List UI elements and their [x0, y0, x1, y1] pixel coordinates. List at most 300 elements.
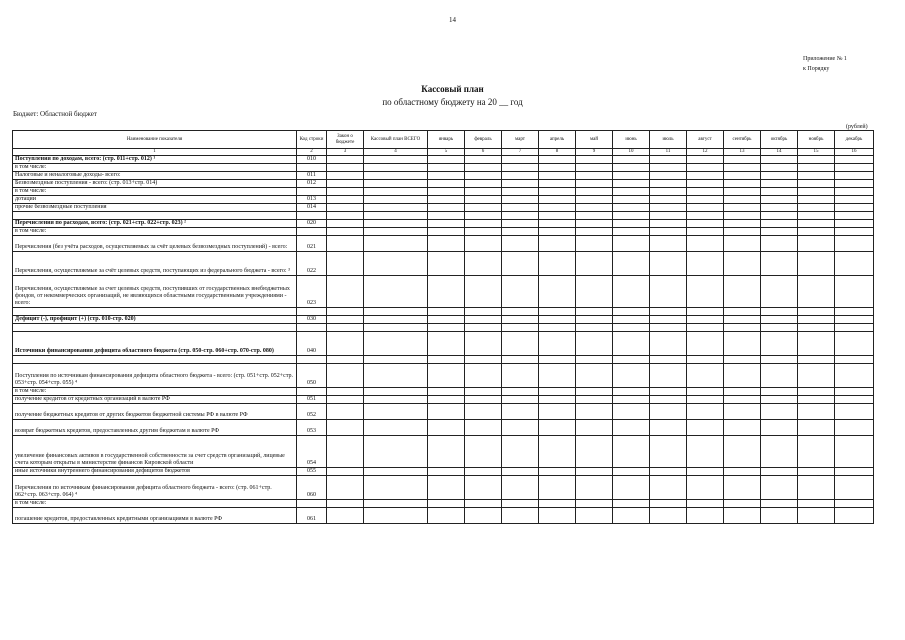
value-cell	[364, 180, 428, 188]
value-cell	[428, 316, 465, 324]
column-header: апрель	[539, 131, 576, 149]
value-cell	[835, 276, 874, 308]
value-cell	[428, 276, 465, 308]
value-cell	[576, 388, 613, 396]
value-cell	[650, 508, 687, 524]
row-code: 021	[297, 236, 327, 252]
units-label: (рублей)	[846, 124, 868, 130]
indicator-name: Налоговые и неналоговые доходы- всего:	[13, 172, 297, 180]
row-code	[297, 164, 327, 172]
value-cell	[761, 220, 798, 228]
column-header: Код строки	[297, 131, 327, 149]
row-code: 052	[297, 404, 327, 420]
column-header: Наименование показателя	[13, 131, 297, 149]
indicator-name	[13, 356, 297, 364]
value-cell	[465, 156, 502, 164]
value-cell	[687, 220, 724, 228]
value-cell	[465, 188, 502, 196]
value-cell	[539, 476, 576, 500]
value-cell	[576, 212, 613, 220]
row-code	[297, 188, 327, 196]
value-cell	[465, 308, 502, 316]
value-cell	[327, 236, 364, 252]
value-cell	[798, 364, 835, 388]
value-cell	[613, 252, 650, 276]
value-cell	[428, 436, 465, 468]
indicator-name: в том числе:	[13, 500, 297, 508]
value-cell	[327, 276, 364, 308]
value-cell	[502, 316, 539, 324]
value-cell	[761, 164, 798, 172]
value-cell	[465, 500, 502, 508]
value-cell	[465, 316, 502, 324]
value-cell	[576, 220, 613, 228]
value-cell	[650, 252, 687, 276]
value-cell	[539, 180, 576, 188]
value-cell	[761, 508, 798, 524]
value-cell	[835, 220, 874, 228]
value-cell	[687, 204, 724, 212]
value-cell	[761, 388, 798, 396]
table-row	[13, 500, 874, 508]
appendix-note	[803, 54, 847, 74]
value-cell	[798, 228, 835, 236]
table-row	[13, 468, 874, 476]
indicator-name: Дефицит (-), профицит (+) (стр. 010-стр. 020)	[13, 316, 297, 324]
value-cell	[502, 356, 539, 364]
value-cell	[539, 396, 576, 404]
value-cell	[835, 396, 874, 404]
table-row	[13, 228, 874, 236]
value-cell	[650, 356, 687, 364]
value-cell	[724, 228, 761, 236]
value-cell	[613, 332, 650, 356]
value-cell	[650, 188, 687, 196]
value-cell	[724, 252, 761, 276]
value-cell	[724, 276, 761, 308]
value-cell	[798, 508, 835, 524]
value-cell	[613, 220, 650, 228]
value-cell	[502, 332, 539, 356]
value-cell	[761, 236, 798, 252]
row-code: 010	[297, 156, 327, 164]
value-cell	[364, 196, 428, 204]
value-cell	[364, 420, 428, 436]
value-cell	[650, 476, 687, 500]
value-cell	[687, 508, 724, 524]
value-cell	[502, 508, 539, 524]
value-cell	[502, 252, 539, 276]
value-cell	[327, 404, 364, 420]
value-cell	[613, 172, 650, 180]
value-cell	[327, 476, 364, 500]
table-row	[13, 436, 874, 468]
value-cell	[576, 308, 613, 316]
value-cell	[761, 500, 798, 508]
value-cell	[364, 188, 428, 196]
value-cell	[650, 220, 687, 228]
row-code: 023	[297, 276, 327, 308]
column-number: 8	[539, 149, 576, 156]
value-cell	[428, 196, 465, 204]
value-cell	[798, 196, 835, 204]
column-number: 13	[724, 149, 761, 156]
column-header: Кассовый план ВСЕГО	[364, 131, 428, 149]
value-cell	[650, 468, 687, 476]
value-cell	[465, 356, 502, 364]
cash-plan-table	[12, 130, 874, 524]
appendix-line2: к Порядку	[803, 66, 830, 72]
value-cell	[502, 404, 539, 420]
value-cell	[502, 228, 539, 236]
row-code: 061	[297, 508, 327, 524]
value-cell	[835, 332, 874, 356]
value-cell	[465, 220, 502, 228]
value-cell	[327, 324, 364, 332]
value-cell	[576, 188, 613, 196]
column-number: 4	[364, 149, 428, 156]
value-cell	[650, 180, 687, 188]
value-cell	[613, 164, 650, 172]
value-cell	[576, 324, 613, 332]
value-cell	[539, 332, 576, 356]
value-cell	[502, 436, 539, 468]
value-cell	[687, 212, 724, 220]
column-header: январь	[428, 131, 465, 149]
value-cell	[687, 276, 724, 308]
value-cell	[502, 196, 539, 204]
value-cell	[798, 388, 835, 396]
row-code: 051	[297, 396, 327, 404]
value-cell	[798, 404, 835, 420]
column-header: ноябрь	[798, 131, 835, 149]
value-cell	[687, 252, 724, 276]
value-cell	[428, 420, 465, 436]
indicator-name: в том числе:	[13, 188, 297, 196]
value-cell	[539, 156, 576, 164]
value-cell	[428, 404, 465, 420]
value-cell	[502, 468, 539, 476]
value-cell	[364, 388, 428, 396]
value-cell	[465, 364, 502, 388]
value-cell	[650, 404, 687, 420]
value-cell	[364, 236, 428, 252]
value-cell	[613, 316, 650, 324]
value-cell	[327, 396, 364, 404]
value-cell	[835, 188, 874, 196]
value-cell	[364, 508, 428, 524]
indicator-name	[13, 324, 297, 332]
value-cell	[724, 196, 761, 204]
value-cell	[502, 388, 539, 396]
value-cell	[798, 316, 835, 324]
value-cell	[428, 236, 465, 252]
value-cell	[724, 476, 761, 500]
table-row	[13, 388, 874, 396]
value-cell	[539, 468, 576, 476]
row-code: 040	[297, 332, 327, 356]
indicator-name: в том числе:	[13, 228, 297, 236]
value-cell	[327, 220, 364, 228]
indicator-name: Безвозмездные поступления - всего: (стр. 013+стр. 014)	[13, 180, 297, 188]
value-cell	[428, 212, 465, 220]
indicator-name: Поступления по источникам финансирования дефицита областного бюджета - всего: (стр. 051+стр. 052+стр. 053+стр. 054+стр. 055) ⁴	[13, 364, 297, 388]
value-cell	[539, 252, 576, 276]
column-number: 7	[502, 149, 539, 156]
value-cell	[761, 172, 798, 180]
value-cell	[835, 500, 874, 508]
value-cell	[539, 388, 576, 396]
value-cell	[798, 308, 835, 316]
table-row	[13, 316, 874, 324]
column-number: 5	[428, 149, 465, 156]
value-cell	[576, 468, 613, 476]
value-cell	[465, 324, 502, 332]
value-cell	[576, 276, 613, 308]
value-cell	[650, 276, 687, 308]
table-row	[13, 220, 874, 228]
value-cell	[724, 220, 761, 228]
value-cell	[613, 156, 650, 164]
value-cell	[687, 228, 724, 236]
value-cell	[327, 228, 364, 236]
value-cell	[539, 404, 576, 420]
value-cell	[761, 420, 798, 436]
indicator-name: Поступления по доходам, всего: (стр. 011+стр. 012) ¹	[13, 156, 297, 164]
appendix-line1: Приложение № 1	[803, 56, 847, 62]
value-cell	[761, 476, 798, 500]
value-cell	[576, 396, 613, 404]
document-subtitle: по областному бюджету на 20 __ год	[382, 97, 523, 107]
value-cell	[650, 212, 687, 220]
value-cell	[327, 356, 364, 364]
value-cell	[798, 396, 835, 404]
value-cell	[539, 164, 576, 172]
value-cell	[724, 396, 761, 404]
row-code	[297, 212, 327, 220]
value-cell	[613, 364, 650, 388]
value-cell	[428, 500, 465, 508]
value-cell	[835, 404, 874, 420]
value-cell	[650, 164, 687, 172]
column-header: февраль	[465, 131, 502, 149]
value-cell	[364, 436, 428, 468]
column-header: июль	[650, 131, 687, 149]
value-cell	[327, 308, 364, 316]
value-cell	[502, 180, 539, 188]
value-cell	[502, 172, 539, 180]
row-code: 014	[297, 204, 327, 212]
row-code: 022	[297, 252, 327, 276]
value-cell	[364, 316, 428, 324]
value-cell	[502, 156, 539, 164]
value-cell	[761, 180, 798, 188]
row-code	[297, 324, 327, 332]
value-cell	[761, 332, 798, 356]
table-row	[13, 396, 874, 404]
value-cell	[687, 404, 724, 420]
value-cell	[724, 324, 761, 332]
value-cell	[835, 364, 874, 388]
value-cell	[835, 252, 874, 276]
value-cell	[650, 324, 687, 332]
value-cell	[724, 356, 761, 364]
value-cell	[327, 316, 364, 324]
value-cell	[364, 212, 428, 220]
value-cell	[761, 196, 798, 204]
value-cell	[465, 164, 502, 172]
value-cell	[761, 436, 798, 468]
value-cell	[724, 308, 761, 316]
value-cell	[502, 212, 539, 220]
value-cell	[428, 364, 465, 388]
value-cell	[613, 324, 650, 332]
value-cell	[687, 236, 724, 252]
value-cell	[687, 420, 724, 436]
value-cell	[576, 476, 613, 500]
value-cell	[428, 252, 465, 276]
value-cell	[539, 220, 576, 228]
value-cell	[687, 500, 724, 508]
value-cell	[428, 172, 465, 180]
value-cell	[798, 236, 835, 252]
indicator-name: в том числе:	[13, 164, 297, 172]
value-cell	[613, 276, 650, 308]
value-cell	[761, 324, 798, 332]
value-cell	[761, 252, 798, 276]
value-cell	[465, 276, 502, 308]
column-header: май	[576, 131, 613, 149]
column-number: 12	[687, 149, 724, 156]
value-cell	[465, 252, 502, 276]
value-cell	[798, 156, 835, 164]
value-cell	[650, 156, 687, 164]
value-cell	[364, 228, 428, 236]
value-cell	[465, 180, 502, 188]
value-cell	[650, 332, 687, 356]
value-cell	[761, 212, 798, 220]
value-cell	[327, 388, 364, 396]
value-cell	[835, 508, 874, 524]
value-cell	[364, 356, 428, 364]
value-cell	[724, 364, 761, 388]
table-row	[13, 252, 874, 276]
value-cell	[724, 180, 761, 188]
table-row	[13, 356, 874, 364]
value-cell	[364, 500, 428, 508]
value-cell	[724, 236, 761, 252]
value-cell	[613, 204, 650, 212]
value-cell	[539, 364, 576, 388]
value-cell	[687, 324, 724, 332]
value-cell	[835, 212, 874, 220]
value-cell	[761, 156, 798, 164]
value-cell	[835, 228, 874, 236]
value-cell	[613, 212, 650, 220]
value-cell	[465, 476, 502, 500]
value-cell	[539, 204, 576, 212]
row-code: 012	[297, 180, 327, 188]
row-code: 053	[297, 420, 327, 436]
value-cell	[465, 172, 502, 180]
table-row	[13, 508, 874, 524]
value-cell	[428, 332, 465, 356]
table-row	[13, 476, 874, 500]
value-cell	[428, 164, 465, 172]
value-cell	[724, 500, 761, 508]
value-cell	[502, 476, 539, 500]
row-code	[297, 228, 327, 236]
value-cell	[576, 196, 613, 204]
indicator-name: иные источники внутреннего финансирования дефицитов бюджетов	[13, 468, 297, 476]
value-cell	[724, 172, 761, 180]
value-cell	[724, 156, 761, 164]
value-cell	[761, 468, 798, 476]
indicator-name: возврат бюджетных кредитов, предоставленных другим бюджетам в валюте РФ	[13, 420, 297, 436]
value-cell	[364, 468, 428, 476]
value-cell	[650, 316, 687, 324]
column-header: июнь	[613, 131, 650, 149]
value-cell	[576, 500, 613, 508]
value-cell	[724, 204, 761, 212]
value-cell	[539, 196, 576, 204]
value-cell	[687, 180, 724, 188]
value-cell	[327, 508, 364, 524]
value-cell	[327, 468, 364, 476]
value-cell	[364, 164, 428, 172]
table-row	[13, 172, 874, 180]
row-code: 060	[297, 476, 327, 500]
value-cell	[835, 468, 874, 476]
value-cell	[835, 236, 874, 252]
value-cell	[650, 420, 687, 436]
value-cell	[539, 212, 576, 220]
value-cell	[798, 420, 835, 436]
value-cell	[613, 500, 650, 508]
value-cell	[687, 356, 724, 364]
column-header: Закон о бюджете	[327, 131, 364, 149]
value-cell	[428, 156, 465, 164]
value-cell	[724, 468, 761, 476]
value-cell	[613, 388, 650, 396]
value-cell	[502, 188, 539, 196]
row-code: 054	[297, 436, 327, 468]
value-cell	[835, 356, 874, 364]
value-cell	[724, 420, 761, 436]
value-cell	[576, 404, 613, 420]
value-cell	[465, 396, 502, 404]
value-cell	[576, 164, 613, 172]
value-cell	[428, 308, 465, 316]
value-cell	[539, 356, 576, 364]
value-cell	[835, 324, 874, 332]
row-code	[297, 500, 327, 508]
table-row	[13, 156, 874, 164]
value-cell	[613, 308, 650, 316]
column-number-row	[13, 149, 874, 156]
value-cell	[835, 180, 874, 188]
column-number: 2	[297, 149, 327, 156]
column-number: 14	[761, 149, 798, 156]
value-cell	[465, 468, 502, 476]
value-cell	[327, 164, 364, 172]
value-cell	[761, 316, 798, 324]
value-cell	[724, 188, 761, 196]
value-cell	[835, 316, 874, 324]
value-cell	[613, 356, 650, 364]
value-cell	[798, 252, 835, 276]
value-cell	[650, 204, 687, 212]
